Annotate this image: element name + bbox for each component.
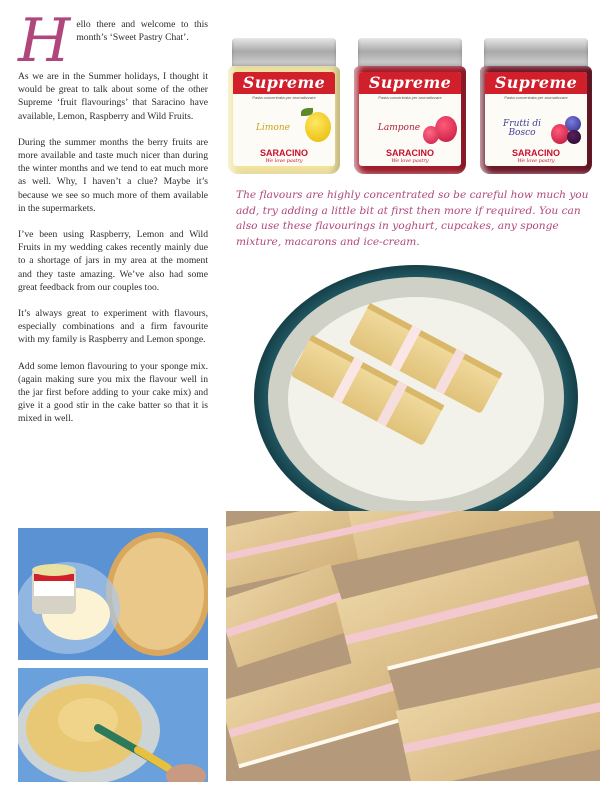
paragraph: It’s always great to experiment with flavours, especially combinations and a firm favourite with my family is Raspberry and Lemon sponge. — [18, 308, 208, 346]
jar-label — [359, 72, 461, 166]
lemon-icon — [305, 112, 331, 142]
jar-raspberry — [354, 38, 466, 174]
intro-paragraph — [18, 6, 208, 76]
jar-label — [233, 72, 335, 166]
plate-illustration — [252, 263, 580, 531]
jar-maker: SARACINO — [511, 148, 560, 158]
jar-subtitle: Pasta concentrata per aromatizzare — [252, 95, 316, 100]
jar-tagline: We love pastry — [265, 158, 303, 164]
raspberry-icon — [423, 126, 439, 144]
jar-maker: SARACINO — [259, 148, 308, 158]
jar-brand: Supreme — [494, 73, 578, 92]
jar-flavour: Frutti di Bosco — [503, 119, 541, 138]
intro-text: ello there and welcome to this month’s ‘Sweet Pastry Chat’. — [76, 19, 208, 44]
jar-flavour: Lampone — [377, 123, 421, 133]
jar-flavour: Limone — [256, 123, 290, 133]
plate-photo — [252, 263, 580, 531]
batter-illustration — [18, 668, 208, 782]
jar-tagline: We love pastry — [391, 158, 429, 164]
sponge-and-jar-photo — [18, 528, 208, 660]
paragraph: As we are in the Summer holidays, I thought it would be great to talk about some of the other Supreme ‘fruit flavourings’ that Saracino have available, Lemon, Raspberry and Wild Fruits. — [18, 71, 208, 122]
jar-maker: SARACINO — [385, 148, 434, 158]
paragraph: During the summer months the berry fruits are more available and taste much nicer than during the winter months and we tend to eat much more as well. Why, I haven’t a clue? Maybe it’s because we see so much more of them available in the supermarkets. — [18, 136, 208, 214]
jar-lid — [484, 38, 588, 68]
cake-slices-photo — [226, 511, 600, 781]
jar-lid — [232, 38, 336, 68]
paragraph: Add some lemon flavouring to your sponge mix. (again making sure you mix the flavour well in the jar first before adding to your cake mix) and give it a good stir in the cake batter so that it is mixed in well. — [18, 360, 208, 425]
cake-batter-photo — [18, 668, 208, 782]
article-body — [18, 6, 208, 439]
jar-label — [485, 72, 587, 166]
drop-cap: H — [18, 6, 71, 76]
jar-brand: Supreme — [242, 73, 326, 92]
jar-lemon — [228, 38, 340, 174]
jar-brand: Supreme — [368, 73, 452, 92]
cake-slices-illustration — [226, 511, 600, 781]
jar-wild-fruits — [480, 38, 592, 174]
jar-subtitle: Pasta concentrata per aromatizzare — [378, 95, 442, 100]
pull-quote: The flavours are highly concentrated so be careful how much you add, try adding a little bit at first then more if required. You can also use these flavourings in yoghurt, cupcakes, any sponge mixture, macarons and ice-cream. — [236, 189, 589, 248]
jar-lid — [358, 38, 462, 68]
jar-tagline: We love pastry — [517, 158, 555, 164]
sponge-illustration — [18, 528, 208, 660]
blackberry-icon — [567, 130, 581, 144]
paragraph: I’ve been using Raspberry, Lemon and Wild Fruits in my wedding cakes recently mainly due to a shortage of jars in my area at the moment and they taste amazing. We’ve also had some great feedback from our couples too. — [18, 229, 208, 293]
jar-subtitle: Pasta concentrata per aromatizzare — [504, 95, 568, 100]
